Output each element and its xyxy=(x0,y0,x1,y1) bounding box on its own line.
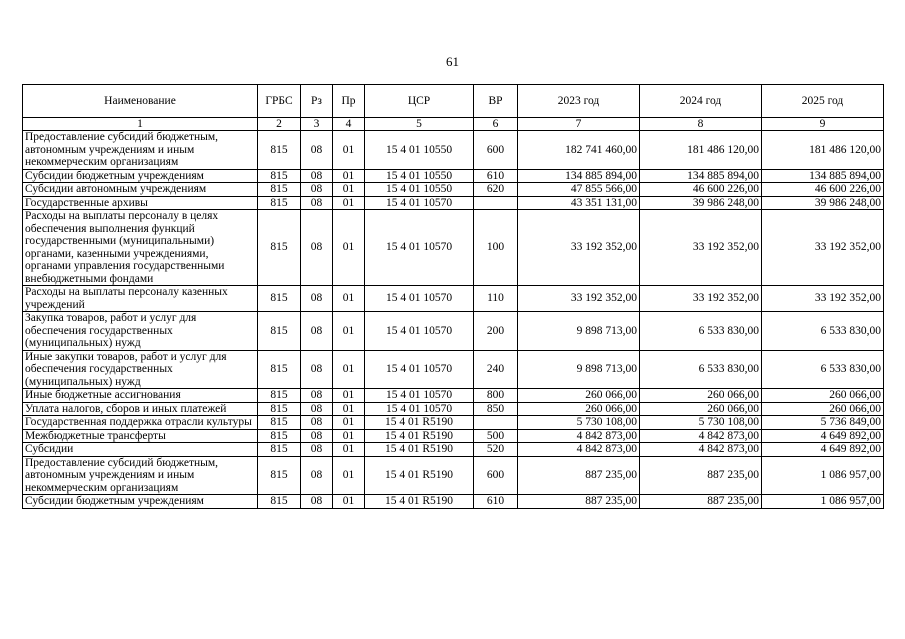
row-amount-2024: 33 192 352,00 xyxy=(640,286,762,312)
row-pr: 01 xyxy=(333,350,365,389)
row-csr: 15 4 01 R5190 xyxy=(365,429,474,443)
header-vr: ВР xyxy=(474,85,518,118)
row-grbs: 815 xyxy=(258,131,301,170)
row-rz: 08 xyxy=(301,456,333,495)
row-vr: 600 xyxy=(474,456,518,495)
row-amount-2024: 4 842 873,00 xyxy=(640,429,762,443)
row-rz: 08 xyxy=(301,183,333,197)
row-vr: 520 xyxy=(474,443,518,457)
row-amount-2024: 134 885 894,00 xyxy=(640,169,762,183)
row-vr xyxy=(474,416,518,430)
row-amount-2025: 1 086 957,00 xyxy=(762,456,884,495)
row-amount-2025: 134 885 894,00 xyxy=(762,169,884,183)
row-vr: 620 xyxy=(474,183,518,197)
row-pr: 01 xyxy=(333,402,365,416)
row-grbs: 815 xyxy=(258,429,301,443)
column-number: 4 xyxy=(333,118,365,131)
row-amount-2023: 260 066,00 xyxy=(518,402,640,416)
row-rz: 08 xyxy=(301,429,333,443)
row-grbs: 815 xyxy=(258,286,301,312)
table-row xyxy=(23,402,884,416)
header-rz: Рз xyxy=(301,85,333,118)
row-csr: 15 4 01 10550 xyxy=(365,169,474,183)
row-grbs: 815 xyxy=(258,495,301,509)
row-pr: 01 xyxy=(333,312,365,351)
row-grbs: 815 xyxy=(258,402,301,416)
row-csr: 15 4 01 R5190 xyxy=(365,416,474,430)
row-grbs: 815 xyxy=(258,416,301,430)
row-amount-2023: 134 885 894,00 xyxy=(518,169,640,183)
row-amount-2025: 33 192 352,00 xyxy=(762,286,884,312)
table-row xyxy=(23,169,884,183)
row-name: Предоставление субсидий бюджетным, автономным учреждениям и иным некоммерческим организациям xyxy=(23,456,258,495)
row-rz: 08 xyxy=(301,169,333,183)
table-row xyxy=(23,286,884,312)
table-row xyxy=(23,196,884,210)
row-rz: 08 xyxy=(301,350,333,389)
row-amount-2023: 4 842 873,00 xyxy=(518,443,640,457)
column-number: 7 xyxy=(518,118,640,131)
row-pr: 01 xyxy=(333,389,365,403)
row-amount-2024: 181 486 120,00 xyxy=(640,131,762,170)
row-csr: 15 4 01 R5190 xyxy=(365,443,474,457)
row-vr: 240 xyxy=(474,350,518,389)
column-number: 5 xyxy=(365,118,474,131)
row-grbs: 815 xyxy=(258,196,301,210)
row-name: Предоставление субсидий бюджетным, автономным учреждениям и иным некоммерческим организациям xyxy=(23,131,258,170)
table-row xyxy=(23,495,884,509)
row-grbs: 815 xyxy=(258,443,301,457)
table-row xyxy=(23,312,884,351)
row-pr: 01 xyxy=(333,443,365,457)
row-amount-2025: 46 600 226,00 xyxy=(762,183,884,197)
row-amount-2024: 887 235,00 xyxy=(640,456,762,495)
row-csr: 15 4 01 10550 xyxy=(365,183,474,197)
row-amount-2024: 46 600 226,00 xyxy=(640,183,762,197)
row-name: Иные закупки товаров, работ и услуг для обеспечения государственных (муниципальных) нужд xyxy=(23,350,258,389)
row-rz: 08 xyxy=(301,131,333,170)
table-body xyxy=(23,131,884,509)
row-rz: 08 xyxy=(301,196,333,210)
row-name: Расходы на выплаты персоналу казенных учреждений xyxy=(23,286,258,312)
row-grbs: 815 xyxy=(258,183,301,197)
row-vr: 610 xyxy=(474,169,518,183)
row-csr: 15 4 01 10570 xyxy=(365,402,474,416)
row-vr: 100 xyxy=(474,210,518,286)
row-amount-2023: 887 235,00 xyxy=(518,456,640,495)
row-grbs: 815 xyxy=(258,456,301,495)
table-row xyxy=(23,350,884,389)
header-2023: 2023 год xyxy=(518,85,640,118)
column-number: 6 xyxy=(474,118,518,131)
row-vr: 850 xyxy=(474,402,518,416)
table-row xyxy=(23,183,884,197)
row-grbs: 815 xyxy=(258,312,301,351)
row-vr: 800 xyxy=(474,389,518,403)
table-row xyxy=(23,210,884,286)
column-number: 9 xyxy=(762,118,884,131)
row-amount-2023: 43 351 131,00 xyxy=(518,196,640,210)
row-amount-2023: 9 898 713,00 xyxy=(518,350,640,389)
row-amount-2025: 4 649 892,00 xyxy=(762,429,884,443)
row-amount-2024: 260 066,00 xyxy=(640,402,762,416)
row-pr: 01 xyxy=(333,416,365,430)
table-row xyxy=(23,456,884,495)
row-amount-2025: 6 533 830,00 xyxy=(762,350,884,389)
row-csr: 15 4 01 R5190 xyxy=(365,495,474,509)
row-pr: 01 xyxy=(333,169,365,183)
header-row xyxy=(23,85,884,118)
row-amount-2025: 1 086 957,00 xyxy=(762,495,884,509)
row-pr: 01 xyxy=(333,456,365,495)
page-number: 61 xyxy=(446,54,459,69)
row-name: Субсидии xyxy=(23,443,258,457)
row-name: Межбюджетные трансферты xyxy=(23,429,258,443)
row-pr: 01 xyxy=(333,196,365,210)
row-amount-2024: 39 986 248,00 xyxy=(640,196,762,210)
table-row xyxy=(23,429,884,443)
row-name: Уплата налогов, сборов и иных платежей xyxy=(23,402,258,416)
row-amount-2025: 5 736 849,00 xyxy=(762,416,884,430)
row-pr: 01 xyxy=(333,210,365,286)
table-row xyxy=(23,389,884,403)
row-amount-2024: 260 066,00 xyxy=(640,389,762,403)
row-vr: 200 xyxy=(474,312,518,351)
row-grbs: 815 xyxy=(258,350,301,389)
row-rz: 08 xyxy=(301,286,333,312)
row-grbs: 815 xyxy=(258,210,301,286)
row-amount-2024: 5 730 108,00 xyxy=(640,416,762,430)
row-grbs: 815 xyxy=(258,169,301,183)
row-csr: 15 4 01 10570 xyxy=(365,286,474,312)
row-amount-2025: 39 986 248,00 xyxy=(762,196,884,210)
row-name: Государственная поддержка отрасли культуры xyxy=(23,416,258,430)
column-number-row xyxy=(23,118,884,131)
row-vr: 110 xyxy=(474,286,518,312)
row-amount-2023: 887 235,00 xyxy=(518,495,640,509)
header-pr: Пр xyxy=(333,85,365,118)
row-rz: 08 xyxy=(301,312,333,351)
row-pr: 01 xyxy=(333,429,365,443)
row-csr: 15 4 01 10570 xyxy=(365,210,474,286)
row-rz: 08 xyxy=(301,416,333,430)
row-rz: 08 xyxy=(301,210,333,286)
row-name: Субсидии бюджетным учреждениям xyxy=(23,495,258,509)
row-amount-2024: 33 192 352,00 xyxy=(640,210,762,286)
column-number: 1 xyxy=(23,118,258,131)
row-csr: 15 4 01 10570 xyxy=(365,389,474,403)
row-amount-2025: 260 066,00 xyxy=(762,402,884,416)
row-csr: 15 4 01 10570 xyxy=(365,196,474,210)
column-number: 3 xyxy=(301,118,333,131)
row-amount-2023: 33 192 352,00 xyxy=(518,286,640,312)
row-amount-2023: 260 066,00 xyxy=(518,389,640,403)
row-vr: 600 xyxy=(474,131,518,170)
row-vr: 500 xyxy=(474,429,518,443)
column-number: 8 xyxy=(640,118,762,131)
row-vr: 610 xyxy=(474,495,518,509)
row-name: Расходы на выплаты персоналу в целях обеспечения выполнения функций государственными (муниципальными) органами, казенными учреждениями, органами управления государственными внебюджетными фондами xyxy=(23,210,258,286)
row-amount-2023: 47 855 566,00 xyxy=(518,183,640,197)
row-amount-2023: 33 192 352,00 xyxy=(518,210,640,286)
header-name: Наименование xyxy=(23,85,258,118)
row-amount-2024: 887 235,00 xyxy=(640,495,762,509)
row-amount-2023: 182 741 460,00 xyxy=(518,131,640,170)
row-amount-2023: 5 730 108,00 xyxy=(518,416,640,430)
header-csr: ЦСР xyxy=(365,85,474,118)
row-grbs: 815 xyxy=(258,389,301,403)
row-rz: 08 xyxy=(301,495,333,509)
row-amount-2023: 4 842 873,00 xyxy=(518,429,640,443)
header-grbs: ГРБС xyxy=(258,85,301,118)
row-pr: 01 xyxy=(333,495,365,509)
row-amount-2025: 4 649 892,00 xyxy=(762,443,884,457)
row-pr: 01 xyxy=(333,183,365,197)
row-amount-2025: 260 066,00 xyxy=(762,389,884,403)
row-amount-2024: 4 842 873,00 xyxy=(640,443,762,457)
row-rz: 08 xyxy=(301,443,333,457)
table-row xyxy=(23,443,884,457)
row-amount-2024: 6 533 830,00 xyxy=(640,312,762,351)
row-pr: 01 xyxy=(333,131,365,170)
row-name: Субсидии бюджетным учреждениям xyxy=(23,169,258,183)
table-row xyxy=(23,131,884,170)
row-amount-2023: 9 898 713,00 xyxy=(518,312,640,351)
row-rz: 08 xyxy=(301,402,333,416)
row-csr: 15 4 01 10570 xyxy=(365,350,474,389)
row-name: Субсидии автономным учреждениям xyxy=(23,183,258,197)
header-2024: 2024 год xyxy=(640,85,762,118)
row-rz: 08 xyxy=(301,389,333,403)
row-csr: 15 4 01 10570 xyxy=(365,312,474,351)
row-name: Государственные архивы xyxy=(23,196,258,210)
budget-table xyxy=(22,84,884,509)
row-name: Закупка товаров, работ и услуг для обеспечения государственных (муниципальных) нужд xyxy=(23,312,258,351)
row-pr: 01 xyxy=(333,286,365,312)
table-row xyxy=(23,416,884,430)
row-amount-2025: 181 486 120,00 xyxy=(762,131,884,170)
row-amount-2024: 6 533 830,00 xyxy=(640,350,762,389)
row-amount-2025: 6 533 830,00 xyxy=(762,312,884,351)
row-csr: 15 4 01 R5190 xyxy=(365,456,474,495)
row-vr xyxy=(474,196,518,210)
column-number: 2 xyxy=(258,118,301,131)
header-2025: 2025 год xyxy=(762,85,884,118)
row-name: Иные бюджетные ассигнования xyxy=(23,389,258,403)
row-amount-2025: 33 192 352,00 xyxy=(762,210,884,286)
row-csr: 15 4 01 10550 xyxy=(365,131,474,170)
